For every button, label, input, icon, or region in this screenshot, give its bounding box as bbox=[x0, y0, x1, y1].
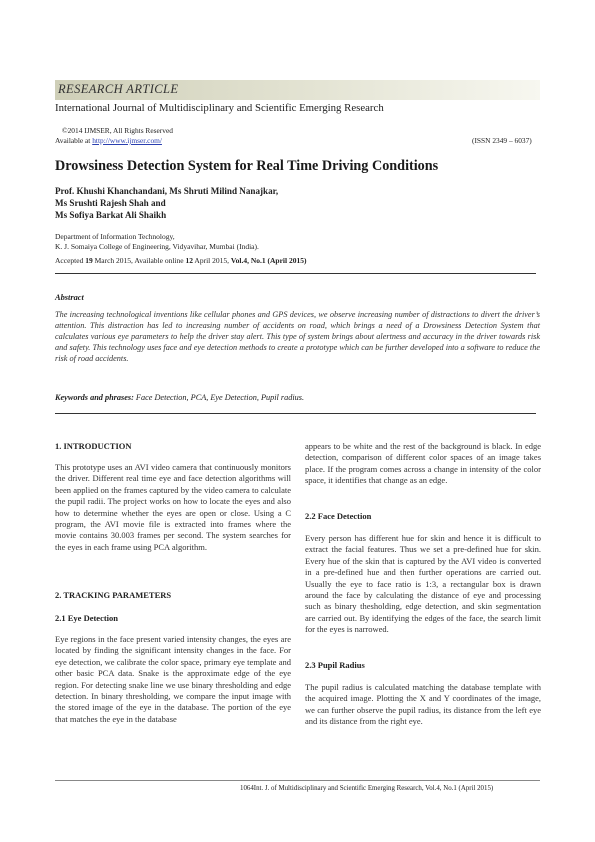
paragraph: This prototype uses an AVI video camera that continuously monitors the driver. Different real time eye and face detection algorithms will been applied on the frames captured by the video camera to calculate the pupil radii. The project works on how to locate the eyes and also how to determine whether the eyes are open or close. Using a C program, the AVI movie file is extracted into frames where the movie contains 30.003 frames per second. The system searches for the eyes in each frame using PCA algorithm. bbox=[55, 462, 291, 552]
introduction-body bbox=[55, 462, 291, 553]
paragraph: The pupil radius is calculated matching the database template with the acquired image. Plotting the X and Y coordinates of the image, we can further observe the pupil radius, its distance from the left eye and its distance from the right eye. bbox=[305, 682, 541, 727]
publication-dates bbox=[55, 256, 306, 265]
issn: (ISSN 2349 – 6037) bbox=[472, 136, 532, 145]
accepted-day: 19 bbox=[85, 256, 93, 265]
section-heading-tracking: 2. TRACKING PARAMETERS bbox=[55, 590, 172, 600]
paragraph: Every person has different hue for skin and hence it is difficult to extract the facial features. Thus we set a pre-defined hue for skin. Every hue of the skin that is captured by the AVI video is converted in a pre-defined hue and then further operations are carried out. Usually the eye to face ratio is 1:3, a rectangular box is drawn around the face by calculating the distance of eye and processing such as binary thesholding, edge detection, and skin segmentation are carried out. By identifying the edges of the face, the search limit for the eyes is narrowed. bbox=[305, 533, 541, 635]
author-line: Ms Srushti Rajesh Shah and bbox=[55, 198, 166, 209]
author-line: Prof. Khushi Khanchandani, Ms Shruti Milind Nanajkar, bbox=[55, 186, 279, 196]
accepted-text: April 2015, bbox=[192, 256, 231, 265]
subsection-heading-face-detection: 2.2 Face Detection bbox=[305, 511, 372, 521]
keywords-list: Face Detection, PCA, Eye Detection, Pupil radius. bbox=[133, 393, 305, 402]
page-footer: 1064Int. J. of Multidisciplinary and Scientific Emerging Research, Vol.4, No.1 (April 2015) bbox=[240, 785, 494, 792]
journal-url-link[interactable]: http://www.ijmser.com/ bbox=[92, 136, 162, 145]
copyright-notice: ©2014 IJMSER, All Rights Reserved bbox=[62, 126, 173, 135]
affiliation bbox=[55, 232, 259, 252]
keywords-label: Keywords and phrases: bbox=[55, 393, 134, 402]
divider-rule bbox=[55, 273, 536, 274]
journal-name: International Journal of Multidisciplinary and Scientific Emerging Research bbox=[55, 102, 384, 114]
eye-detection-continued bbox=[305, 441, 541, 487]
face-detection-body bbox=[305, 533, 541, 636]
affiliation-line: K. J. Somaiya College of Engineering, Vidyavihar, Mumbai (India). bbox=[55, 242, 259, 251]
accepted-text: March 2015, Available online bbox=[92, 256, 186, 265]
divider-rule bbox=[55, 413, 536, 414]
availability-line bbox=[55, 136, 162, 145]
subsection-heading-eye-detection: 2.1 Eye Detection bbox=[55, 613, 119, 623]
paragraph: Eye regions in the face present varied intensity changes, the eyes are located by finding the significant intensity changes in the face. For eye detection, we calibrate the color space, primary eye template and other basic PCA data. Snake is the approximate edge of the eye region. For detecting snake line we use binary thresholding and edge detection. In binary thresholding, we compare the input image with the stored image of the eye in the database. The portion of the eye that matches the eye in the database bbox=[55, 634, 291, 724]
paragraph: appears to be white and the rest of the background is black. In edge detection, comparison of different color spaces of an image takes place. If the program comes across a change in intensity of the color space, it identifies that change as an edge. bbox=[305, 441, 541, 486]
section-heading-introduction: 1. INTRODUCTION bbox=[55, 441, 132, 451]
eye-detection-body bbox=[55, 634, 291, 725]
abstract-heading: Abstract bbox=[55, 293, 84, 302]
paper-title: Drowsiness Detection System for Real Time Driving Conditions bbox=[55, 158, 439, 174]
author-line: Ms Sofiya Barkat Ali Shaikh bbox=[55, 210, 167, 221]
keywords-line bbox=[55, 393, 304, 402]
volume-info: Vol.4, No.1 (April 2015) bbox=[230, 256, 307, 265]
footer-rule bbox=[55, 780, 540, 781]
online-day: 12 bbox=[185, 256, 193, 265]
affiliation-line: Department of Information Technology, bbox=[55, 232, 175, 241]
abstract-body: The increasing technological inventions like cellular phones and GPS devices, we observe increasing number of distractions to divert the driver’s attention. This distraction has led to increasing number of accidents on road, which brings a need of a Drowsiness Detection System that calculates various eye parameters to help the driver stay alert. This type of system brings about alertness and accuracy in the driver towards risk and safety. This technology uses face and eye detection methods to create a prototype which can be further developed into a software to reduce the risk of road accidents. bbox=[55, 310, 540, 364]
availability-prefix: Available at bbox=[55, 136, 93, 145]
subsection-heading-pupil-radius: 2.3 Pupil Radius bbox=[305, 660, 365, 670]
article-type-label: RESEARCH ARTICLE bbox=[58, 82, 179, 96]
pupil-radius-body bbox=[305, 682, 541, 728]
accepted-text: Accepted bbox=[55, 256, 86, 265]
author-list bbox=[55, 185, 278, 222]
